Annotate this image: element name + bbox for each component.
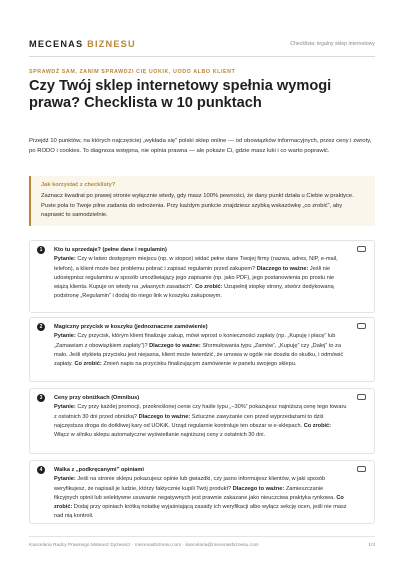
item-number-badge: 1 bbox=[37, 246, 45, 254]
item-why: Jeśli nie udostępnisz regulaminu w sposób umożliwiający jego zapisanie (np. jako PDF), jego postanowienia po prostu nie wiążą klienta. Kupuje on wtedy na „własnych zasadach”. bbox=[54, 265, 335, 291]
question-label: Pytanie: bbox=[54, 256, 76, 263]
page-footer bbox=[29, 543, 375, 548]
item-content bbox=[54, 394, 347, 440]
why-label: Dlaczego to ważne: bbox=[138, 413, 191, 420]
item-todo: Dodaj przy opiniach krótką notatkę wyjaśniającą zasady ich weryfikacji albo wyłącz sekcję ocen, jeśli nie masz nad nią kontroli. bbox=[54, 504, 347, 520]
footer-divider bbox=[29, 536, 375, 537]
item-why: Zamieszczanie fikcyjnych opinii lub selektywne usuwanie negatywnych jest prawnie zakazane jako nieuczciwa praktyka rynkowa. bbox=[54, 485, 335, 501]
document-subtitle: Checklista: legalny sklep internetowy bbox=[290, 41, 375, 47]
brand-logo[interactable] bbox=[29, 39, 136, 49]
how-to-callout bbox=[29, 176, 375, 226]
callout-body: Zaznacz kwadrat po prawej stronie wyłącznie wtedy, gdy masz 100% pewności, że dany punkt działa u Ciebie w praktyce. Puste pola to Twoje pilne zadania do wdrożenia. Przy każdym punkcie znajdziesz szybką wskazówkę „co zrobić”, aby naprawić to samodzielnie. bbox=[41, 193, 354, 219]
checklist-item bbox=[29, 388, 375, 454]
footer-contact: Kancelaria Radcy Prawnego Mateusz Dyżewicz · mecenasbiznesu.com · kancelaria@mecenasbiznesu.com bbox=[29, 543, 259, 548]
checklist-item bbox=[29, 317, 375, 382]
item-title: Magiczny przycisk w koszyku (jednoznaczne zamówienie) bbox=[54, 324, 208, 330]
item-todo: Zmień napis na przycisku finalizującym zamówienie w panelu swojego sklepu. bbox=[103, 361, 297, 368]
item-question: Czy przycisk, którym klient finalizuje zakup, mówi wprost o konieczności zapłaty (np. „Kupuję i płacę” lub „Zamawiam z obowiązkiem zapłaty”)? bbox=[54, 333, 336, 349]
item-todo: Włącz w silniku sklepu automatyczne wyświetlanie najniższej ceny z ostatnich 30 dni. bbox=[54, 432, 266, 439]
item-number-badge: 2 bbox=[37, 323, 45, 331]
checklist-item bbox=[29, 240, 375, 313]
page-header bbox=[29, 37, 375, 51]
item-content bbox=[54, 246, 347, 302]
item-why: Sformułowania typu „Zamów”, „Kupuję” czy „Dalej” to za mało. Jeśli etykieta przycisku jest niejasna, klient może twierdzić, że umowa w ogóle nie doszła do skutku, i odmówić zapłaty. bbox=[54, 342, 344, 368]
question-label: Pytanie: bbox=[54, 476, 76, 483]
brand-accent: BIZNESU bbox=[87, 39, 136, 49]
brand-main: MECENAS bbox=[29, 39, 84, 49]
todo-label: Co zrobić: bbox=[195, 284, 223, 291]
item-body bbox=[54, 475, 347, 521]
item-body bbox=[54, 403, 347, 440]
item-question: Czy przy każdej promocji, przekreślonej cenie czy haśle typu „−30%” pokazujesz najniższą cenę tego towaru z ostatnich 30 dni przed obniżką? bbox=[54, 404, 347, 420]
intro-paragraph: Przejdź 10 punktów, na których najczęściej „wykłada się” polski sklep online — od obowiązków informacyjnych, przez ceny i zwroty, po RODO i cookies. To diagnoza wstępna, nie opinia prawna — ale pokaże Ci, gdzie masz luki i co warto poprawić. bbox=[29, 138, 372, 154]
item-title: Ceny przy obniżkach (Omnibus) bbox=[54, 395, 140, 401]
item-why: Sztuczne zawyżanie cen przed wyprzedażami to dziś najczęstsza droga do dotkliwej kary od UOKiK. Urząd regularnie kontroluje ten obszar w e-sklepach. bbox=[54, 413, 324, 429]
page-number: 1/3 bbox=[368, 543, 375, 548]
item-checkbox[interactable] bbox=[357, 466, 366, 472]
callout-title: Jak korzystać z checklisty? bbox=[41, 182, 116, 188]
item-number-badge: 3 bbox=[37, 394, 45, 402]
why-label: Dlaczego to ważne: bbox=[256, 265, 309, 272]
header-divider bbox=[29, 56, 375, 57]
why-label: Dlaczego to ważne: bbox=[149, 342, 201, 349]
question-label: Pytanie: bbox=[54, 333, 76, 340]
todo-label: Co zrobić: bbox=[74, 361, 102, 368]
item-content bbox=[54, 323, 347, 369]
item-content bbox=[54, 466, 347, 522]
item-checkbox[interactable] bbox=[357, 394, 366, 400]
item-title: Walka z „podkręcanymi” opiniami bbox=[54, 467, 144, 473]
item-checkbox[interactable] bbox=[357, 246, 366, 252]
item-question: Czy w łatwo dostępnym miejscu (np. w stopce) widać pełne dane Twojej firmy (nazwa, adres, NIP, e-mail, telefon), a klient może bez problemu pobrać i zapisać regulamin przed zakupem? bbox=[54, 256, 338, 272]
item-checkbox[interactable] bbox=[357, 323, 366, 329]
item-title: Kto tu sprzedaje? (pełne dane i regulamin) bbox=[54, 247, 167, 253]
question-label: Pytanie: bbox=[54, 404, 76, 411]
eyebrow-text: SPRAWDŹ SAM, ZANIM SPRAWDZI CIĘ UOKIK, UODO ALBO KLIENT bbox=[29, 69, 236, 75]
item-body bbox=[54, 332, 347, 369]
item-question: Jeśli na stronie sklepu pokazujesz opinie lub gwiazdki, czy jasno informujesz klientów, w jaki sposób weryfikujesz, że napisali je ludzie, którzy faktycznie kupili Twój produkt? bbox=[54, 476, 326, 492]
item-body bbox=[54, 255, 347, 301]
page-title: Czy Twój sklep internetowy spełnia wymogi prawa? Checklista w 10 punktach bbox=[29, 78, 332, 111]
todo-label: Co zrobić: bbox=[54, 494, 344, 511]
item-number-badge: 4 bbox=[37, 466, 45, 474]
item-todo: Uzupełnij stopkę strony, stwórz dedykowaną podstronę „Regulamin” i dodaj do niego link w koszyku zakupowym. bbox=[54, 284, 334, 300]
checklist-item bbox=[29, 460, 375, 524]
todo-label: Co zrobić: bbox=[303, 422, 332, 429]
why-label: Dlaczego to ważne: bbox=[232, 485, 285, 492]
